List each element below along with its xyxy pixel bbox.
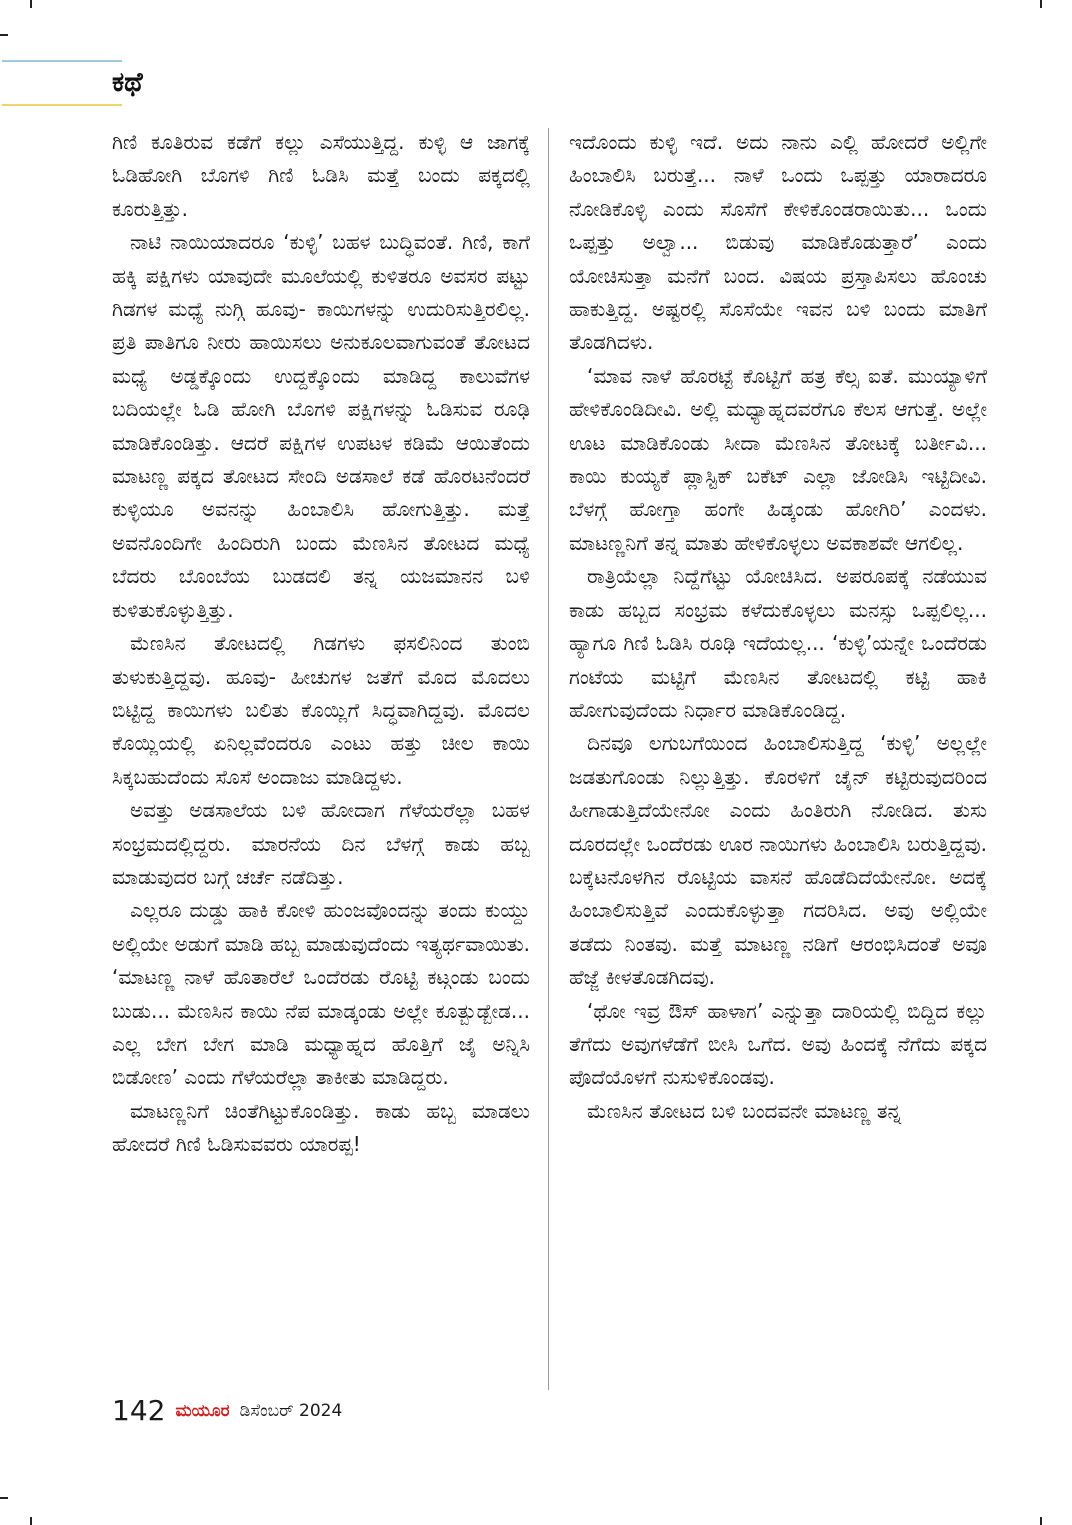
- crop-mark: [30, 0, 32, 8]
- column-divider: [548, 128, 549, 1390]
- paragraph: ಇದೊಂದು ಕುಳ್ಳಿ ಇದೆ. ಅದು ನಾನು ಎಲ್ಲಿ ಹೋದರೆ ಅಲ್ಲಿಗೇ ಹಿಂಬಾಲಿಸಿ ಬರುತ್ತೆ... ನಾಳೆ ಒಂದು ಒಪ್ಪತ್ತು ಯಾರಾದರೂ ನೋಡಿಕೊಳ್ಳಿ ಎಂದು ಸೊಸೆಗೆ ಕೇಳಿಕೊಂಡರಾಯಿತು... ಒಂದು ಒಪ್ಪತ್ತು ಅಲ್ವಾ... ಬಿಡುವು ಮಾಡಿಕೊಡುತ್ತಾರೆ’ ಎಂದು ಯೋಚಿಸುತ್ತಾ ಮನೆಗೆ ಬಂದ. ವಿಷಯ ಪ್ರಸ್ತಾಪಿಸಲು ಹೊಂಚು ಹಾಕುತ್ತಿದ್ದ. ಅಷ್ಟರಲ್ಲಿ ಸೊಸೆಯೇ ಇವನ ಬಳಿ ಬಂದು ಮಾತಿಗೆ ತೊಡಗಿದಳು.: [569, 130, 987, 355]
- crop-mark: [0, 34, 8, 36]
- paragraph: ದಿನವೂ ಲಗುಬಗೆಯಿಂದ ಹಿಂಬಾಲಿಸುತ್ತಿದ್ದ ‘ಕುಳ್ಳಿ’ ಅಲ್ಲಲ್ಲೇ ಜಡತುಗೊಂಡು ನಿಲ್ಲುತ್ತಿತ್ತು. ಕೊರಳಿಗೆ ಚೈನ್ ಕಟ್ಟಿರುವುದರಿಂದ ಹೀಗಾಡುತ್ತಿದೆಯೇನೋ ಎಂದು ಹಿಂತಿರುಗಿ ನೋಡಿದ. ತುಸು ದೂರದಲ್ಲೇ ಒಂದೆರಡು ಊರ ನಾಯಿಗಳು ಹಿಂಬಾಲಿಸಿ ಬರುತ್ತಿದ್ದವು. ಬಕ್ಕೆಟನೊಳಗಿನ ರೊಟ್ಟಿಯ ವಾಸನೆ ಹೊಡೆದಿದೆಯೇನೋ. ಅದಕ್ಕೆ ಹಿಂಬಾಲಿಸುತ್ತಿವೆ ಎಂದುಕೊಳ್ಳುತ್ತಾ ಗದರಿಸಿದ. ಅವು ಅಲ್ಲಿಯೇ ತಡೆದು ನಿಂತವು. ಮತ್ತೆ ಮಾಟಣ್ಣ ನಡಿಗೆ ಆರಂಭಿಸಿದಂತೆ ಅವೂ ಹೆಜ್ಜೆ ಕೀಳತೊಡಗಿದವು.: [569, 731, 987, 990]
- crop-mark: [0, 1497, 8, 1499]
- paragraph: ಎಲ್ಲರೂ ದುಡ್ಡು ಹಾಕಿ ಕೋಳಿ ಹುಂಜವೊಂದನ್ನು ತಂದು ಕುಯ್ದು ಅಲ್ಲಿಯೇ ಅಡುಗೆ ಮಾಡಿ ಹಬ್ಬ ಮಾಡುವುದೆಂದು ಇತ್ಯರ್ಥವಾಯಿತು. ‘ಮಾಟಣ್ಣ ನಾಳೆ ಹೊತಾರೆಲೆ ಒಂದೆರಡು ರೊಟ್ಟಿ ಕಟ್ಗಂಡು ಬಂದು ಬುಡು... ಮೆಣಸಿನ ಕಾಯಿ ನೆಪ ಮಾಡ್ಕಂಡು ಅಲ್ಲೇ ಕೂತ್ಬುಡ್ಬೇಡ... ಎಲ್ಲ ಬೇಗ ಬೇಗ ಮಾಡಿ ಮಧ್ಯಾಹ್ನದ ಹೊತ್ತಿಗೆ ಜೈ ಅನ್ನಿಸಿ ಬಿಡೋಣ’ ಎಂದು ಗೆಳೆಯರೆಲ್ಲಾ ತಾಕೀತು ಮಾಡಿದ್ದರು.: [112, 898, 530, 1090]
- crop-mark: [1040, 0, 1042, 8]
- issue-date: ಡಿಸೆಂಬರ್ 2024: [239, 1401, 343, 1421]
- magazine-logo: ಮಯೂರ: [175, 1401, 230, 1421]
- paragraph: ಗಿಣಿ ಕೂತಿರುವ ಕಡೆಗೆ ಕಲ್ಲು ಎಸೆಯುತ್ತಿದ್ದ. ಕುಳ್ಳಿ ಆ ಜಾಗಕ್ಕೆ ಓಡಿಹೋಗಿ ಬೊಗಳಿ ಗಿಣಿ ಓಡಿಸಿ ಮತ್ತೆ ಬಂದು ಪಕ್ಕದಲ್ಲಿ ಕೂರುತ್ತಿತ್ತು.: [112, 130, 530, 221]
- paragraph: ರಾತ್ರಿಯೆಲ್ಲಾ ನಿದ್ದೆಗೆಟ್ಟು ಯೋಚಿಸಿದ. ಅಪರೂಪಕ್ಕೆ ನಡೆಯುವ ಕಾಡು ಹಬ್ಬದ ಸಂಭ್ರಮ ಕಳೆದುಕೊಳ್ಳಲು ಮನಸ್ಸು ಒಪ್ಪಲಿಲ್ಲ... ಹ್ಯಾಗೂ ಗಿಣಿ ಓಡಿಸಿ ರೂಢಿ ಇದೆಯಲ್ಲ... ‘ಕುಳ್ಳಿ’ಯನ್ನೇ ಒಂದೆರಡು ಗಂಟೆಯ ಮಟ್ಟಿಗೆ ಮೆಣಸಿನ ತೋಟದಲ್ಲಿ ಕಟ್ಟಿ ಹಾಕಿ ಹೋಗುವುದೆಂದು ನಿರ್ಧಾರ ಮಾಡಿಕೊಂಡಿದ್ದ.: [569, 564, 987, 722]
- paragraph: ಮೆಣಸಿನ ತೋಟದ ಬಳಿ ಬಂದವನೇ ಮಾಟಣ್ಣ ತನ್ನ: [587, 1098, 902, 1123]
- header-rule-bottom: [2, 104, 122, 106]
- section-label: ಕಥೆ: [112, 67, 143, 98]
- paragraph: ಮೆಣಸಿನ ತೋಟದಲ್ಲಿ ಗಿಡಗಳು ಫಸಲಿನಿಂದ ತುಂಬಿ ತುಳುಕುತ್ತಿದ್ದವು. ಹೂವು- ಹೀಚುಗಳ ಜತೆಗೆ ಮೊದ ಮೊದಲು ಬಿಟ್ಟಿದ್ದ ಕಾಯಿಗಳು ಬಲಿತು ಕೊಯ್ಲಿಗೆ ಸಿದ್ಧವಾಗಿದ್ದವು. ಮೊದಲ ಕೊಯ್ಲಿಯಲ್ಲಿ ಏನಿಲ್ಲವೆಂದರೂ ಎಂಟು ಹತ್ತು ಚೀಲ ಕಾಯಿ ಸಿಕ್ಕಬಹುದೆಂದು ಸೊಸೆ ಅಂದಾಜು ಮಾಡಿದ್ದಳು.: [112, 631, 530, 789]
- left-column: [112, 126, 530, 1391]
- page-number: 142: [112, 1394, 166, 1427]
- page-footer: [112, 1394, 342, 1428]
- right-column: [569, 126, 987, 1391]
- paragraph: ಮಾಟಣ್ಣನಿಗೆ ಚಿಂತೆಗಿಟ್ಟುಕೊಂಡಿತ್ತು. ಕಾಡು ಹಬ್ಬ ಮಾಡಲು ಹೋದರೆ ಗಿಣಿ ಓಡಿಸುವವರು ಯಾರಪ್ಪ!: [112, 1098, 530, 1157]
- paragraph: ‘ಥೋ ಇವ್ರ ಔಸ್ ಹಾಳಾಗ’ ಎನ್ನುತ್ತಾ ದಾರಿಯಲ್ಲಿ ಬಿದ್ದಿದ ಕಲ್ಲು ತೆಗೆದು ಅವುಗಳೆಡೆಗೆ ಬೀಸಿ ಒಗೆದ. ಅವು ಹಿಂದಕ್ಕೆ ನೆಗೆದು ಪಕ್ಕದ ಪೊದೆಯೊಳಗೆ ನುಸುಳಿಕೊಂಡವು.: [569, 998, 987, 1090]
- paragraph: ‘ಮಾವ ನಾಳೆ ಹೊರಟ್ಟೆ ಕೊಟ್ಟಿಗೆ ಹತ್ರ ಕೆಲ್ಸ ಐತೆ. ಮುಯ್ಯಾಳಿಗೆ ಹೇಳಿಕೊಂಡಿದೀವಿ. ಅಲ್ಲಿ ಮಧ್ಯಾಹ್ನದವರೆಗೂ ಕೆಲಸ ಆಗುತ್ತೆ. ಅಲ್ಲೇ ಊಟ ಮಾಡಿಕೊಂಡು ಸೀದಾ ಮೆಣಸಿನ ತೋಟಕ್ಕೆ ಬರ್ತೀವಿ... ಕಾಯಿ ಕುಯ್ಯಕೆ ಪ್ಲಾಸ್ಟಿಕ್ ಬಕೆಟ್ ಎಲ್ಲಾ ಜೋಡಿಸಿ ಇಟ್ಟಿದೀವಿ. ಬೆಳಗ್ಗೆ ಹೋಗ್ತಾ ಹಂಗೇ ಹಿಡ್ಕಂಡು ಹೋಗಿರಿ’ ಎಂದಳು. ಮಾಟಣ್ಣನಿಗೆ ತನ್ನ ಮಾತು ಹೇಳಿಕೊಳ್ಳಲು ಅವಕಾಶವೇ ಆಗಲಿಲ್ಲ.: [569, 363, 987, 555]
- crop-mark: [1040, 1517, 1042, 1525]
- crop-mark: [30, 1517, 32, 1525]
- paragraph: ನಾಟಿ ನಾಯಿಯಾದರೂ ‘ಕುಳ್ಳಿ’ ಬಹಳ ಬುದ್ಧಿವಂತೆ. ಗಿಣಿ, ಕಾಗೆ ಹಕ್ಕಿ ಪಕ್ಷಿಗಳು ಯಾವುದೇ ಮೂಲೆಯಲ್ಲಿ ಕುಳಿತರೂ ಅವಸರ ಪಟ್ಟು ಗಿಡಗಳ ಮಧ್ಯೆ ನುಗ್ಗಿ ಹೂವು- ಕಾಯಿಗಳನ್ನು ಉದುರಿಸುತ್ತಿರಲಿಲ್ಲ. ಪ್ರತಿ ಪಾತಿಗೂ ನೀರು ಹಾಯಿಸಲು ಅನುಕೂಲವಾಗುವಂತೆ ತೋಟದ ಮಧ್ಯೆ ಅಡ್ಡಕ್ಕೊಂದು ಉದ್ದಕ್ಕೊಂದು ಮಾಡಿದ್ದ ಕಾಲುವೆಗಳ ಬದಿಯಲ್ಲೇ ಓಡಿ ಹೋಗಿ ಬೊಗಳಿ ಪಕ್ಷಿಗಳನ್ನು ಓಡಿಸುವ ರೂಢಿ ಮಾಡಿಕೊಂಡಿತ್ತು. ಆದರೆ ಪಕ್ಷಿಗಳ ಉಪಟಳ ಕಡಿಮೆ ಆಯಿತೆಂದು ಮಾಟಣ್ಣ ಪಕ್ಕದ ತೋಟದ ಸೇಂದಿ ಅಡಸಾಲೆ ಕಡೆ ಹೊರಟನೆಂದರೆ ಕುಳ್ಳಿಯೂ ಅವನನ್ನು ಹಿಂಬಾಲಿಸಿ ಹೋಗುತ್ತಿತ್ತು. ಮತ್ತೆ ಅವನೊಂದಿಗೇ ಹಿಂದಿರುಗಿ ಬಂದು ಮೆಣಸಿನ ತೋಟದ ಮಧ್ಯೆ ಬೆದರು ಬೊಂಬೆಯ ಬುಡದಲಿ ತನ್ನ ಯಜಮಾನನ ಬಳಿ ಕುಳಿತುಕೊಳ್ಳುತ್ತಿತ್ತು.: [112, 230, 530, 622]
- header-rule-top: [2, 60, 122, 62]
- paragraph: ಅವತ್ತು ಅಡಸಾಲೆಯ ಬಳಿ ಹೋದಾಗ ಗೆಳೆಯರೆಲ್ಲಾ ಬಹಳ ಸಂಭ್ರಮದಲ್ಲಿದ್ದರು. ಮಾರನೆಯ ದಿನ ಬೆಳಗ್ಗೆ ಕಾಡು ಹಬ್ಬ ಮಾಡುವುದರ ಬಗ್ಗೆ ಚರ್ಚೆ ನಡೆದಿತ್ತು.: [112, 798, 530, 889]
